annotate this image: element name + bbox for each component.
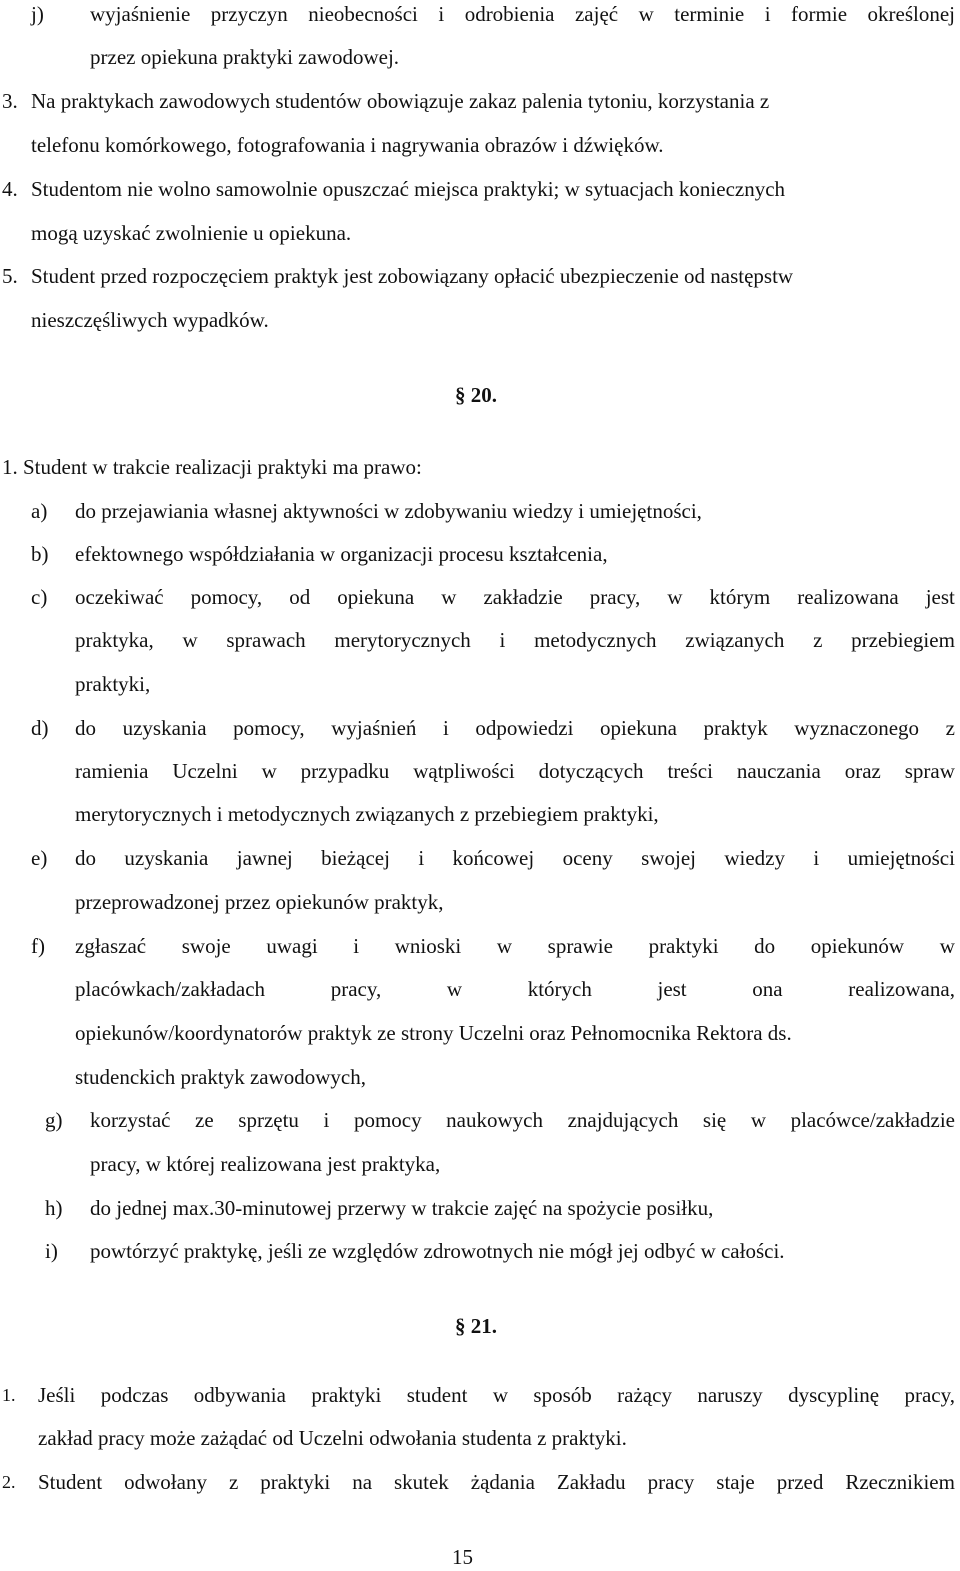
item-text-line: mogą uzyskać zwolnienie u opiekuna. <box>31 221 352 245</box>
item-text-line: Jeśli podczas odbywania praktyki student w sposób rażący naruszy dyscyplinę pracy, <box>38 1383 955 1407</box>
item-text-line: do uzyskania jawnej bieżącej i końcowej oceny swojej wiedzy i umiejętności <box>75 846 955 870</box>
section-heading: § 21. <box>455 1314 497 1338</box>
item-text-line: efektownego współdziałania w organizacji procesu kształcenia, <box>75 542 608 566</box>
item-text-line: praktyki, <box>75 672 151 696</box>
item-text-line: zgłaszać swoje uwagi i wnioski w sprawie praktyki do opiekunów w <box>75 934 955 958</box>
item-text-line: powtórzyć praktykę, jeśli ze względów zdrowotnych nie mógł jej odbyć w całości. <box>90 1239 785 1263</box>
item-text-line: pracy, w której realizowana jest praktyka, <box>90 1152 441 1176</box>
item-text-line: oczekiwać pomocy, od opiekuna w zakładzie pracy, w którym realizowana jest <box>75 585 955 609</box>
item-marker: 3. <box>2 89 18 113</box>
section-intro: 1. Student w trakcie realizacji praktyki ma prawo: <box>2 455 422 479</box>
item-marker: 2. <box>2 1472 16 1492</box>
item-marker: c) <box>31 585 48 609</box>
item-text-line: studenckich praktyk zawodowych, <box>75 1065 366 1089</box>
item-marker: 1. <box>2 1385 16 1405</box>
item-marker: j) <box>31 2 44 26</box>
item-marker: i) <box>45 1239 58 1263</box>
item-marker: h) <box>45 1196 63 1220</box>
item-text-line: przeprowadzonej przez opiekunów praktyk, <box>75 890 444 914</box>
item-text-line: przez opiekuna praktyki zawodowej. <box>90 45 400 69</box>
item-text-line: telefonu komórkowego, fotografowania i nagrywania obrazów i dźwięków. <box>31 133 664 157</box>
item-text-line: Student odwołany z praktyki na skutek żądania Zakładu pracy staje przed Rzecznikiem <box>38 1470 955 1494</box>
item-marker: d) <box>31 716 49 740</box>
item-marker: 5. <box>2 264 18 288</box>
item-text-line: wyjaśnienie przyczyn nieobecności i odrobienia zajęć w terminie i formie określonej <box>90 2 955 26</box>
item-marker: e) <box>31 846 48 870</box>
page-number: 15 <box>452 1545 473 1569</box>
item-text-line: opiekunów/koordynatorów praktyk ze strony Uczelni oraz Pełnomocnika Rektora ds. <box>75 1021 792 1045</box>
item-text-line: nieszczęśliwych wypadków. <box>31 308 269 332</box>
item-text-line: korzystać ze sprzętu i pomocy naukowych znajdujących się w placówce/zakładzie <box>90 1108 955 1132</box>
item-text-line: Student przed rozpoczęciem praktyk jest zobowiązany opłacić ubezpieczenie od następstw <box>31 264 794 288</box>
item-text-line: ramienia Uczelni w przypadku wątpliwości dotyczących treści nauczania oraz spraw <box>75 759 955 783</box>
item-marker: a) <box>31 499 48 523</box>
section-heading: § 20. <box>455 383 497 407</box>
item-marker: g) <box>45 1108 63 1132</box>
item-text-line: Studentom nie wolno samowolnie opuszczać miejsca praktyki; w sytuacjach koniecznych <box>31 177 786 201</box>
item-text-line: do uzyskania pomocy, wyjaśnień i odpowiedzi opiekuna praktyk wyznaczonego z <box>75 716 955 740</box>
item-text-line: do jednej max.30-minutowej przerwy w trakcie zajęć na spożycie posiłku, <box>90 1196 714 1220</box>
item-text-line: zakład pracy może zażądać od Uczelni odwołania studenta z praktyki. <box>38 1426 627 1450</box>
item-text-line: placówkach/zakładach pracy, w których jest ona realizowana, <box>75 977 955 1001</box>
item-text-line: Na praktykach zawodowych studentów obowiązuje zakaz palenia tytoniu, korzystania z <box>31 89 770 113</box>
item-marker: 4. <box>2 177 18 201</box>
item-marker: b) <box>31 542 49 566</box>
item-text-line: do przejawiania własnej aktywności w zdobywaniu wiedzy i umiejętności, <box>75 499 702 523</box>
item-text-line: merytorycznych i metodycznych związanych z przebiegiem praktyki, <box>75 802 659 826</box>
item-text-line: praktyka, w sprawach merytorycznych i metodycznych związanych z przebiegiem <box>75 628 955 652</box>
item-marker: f) <box>31 934 45 958</box>
